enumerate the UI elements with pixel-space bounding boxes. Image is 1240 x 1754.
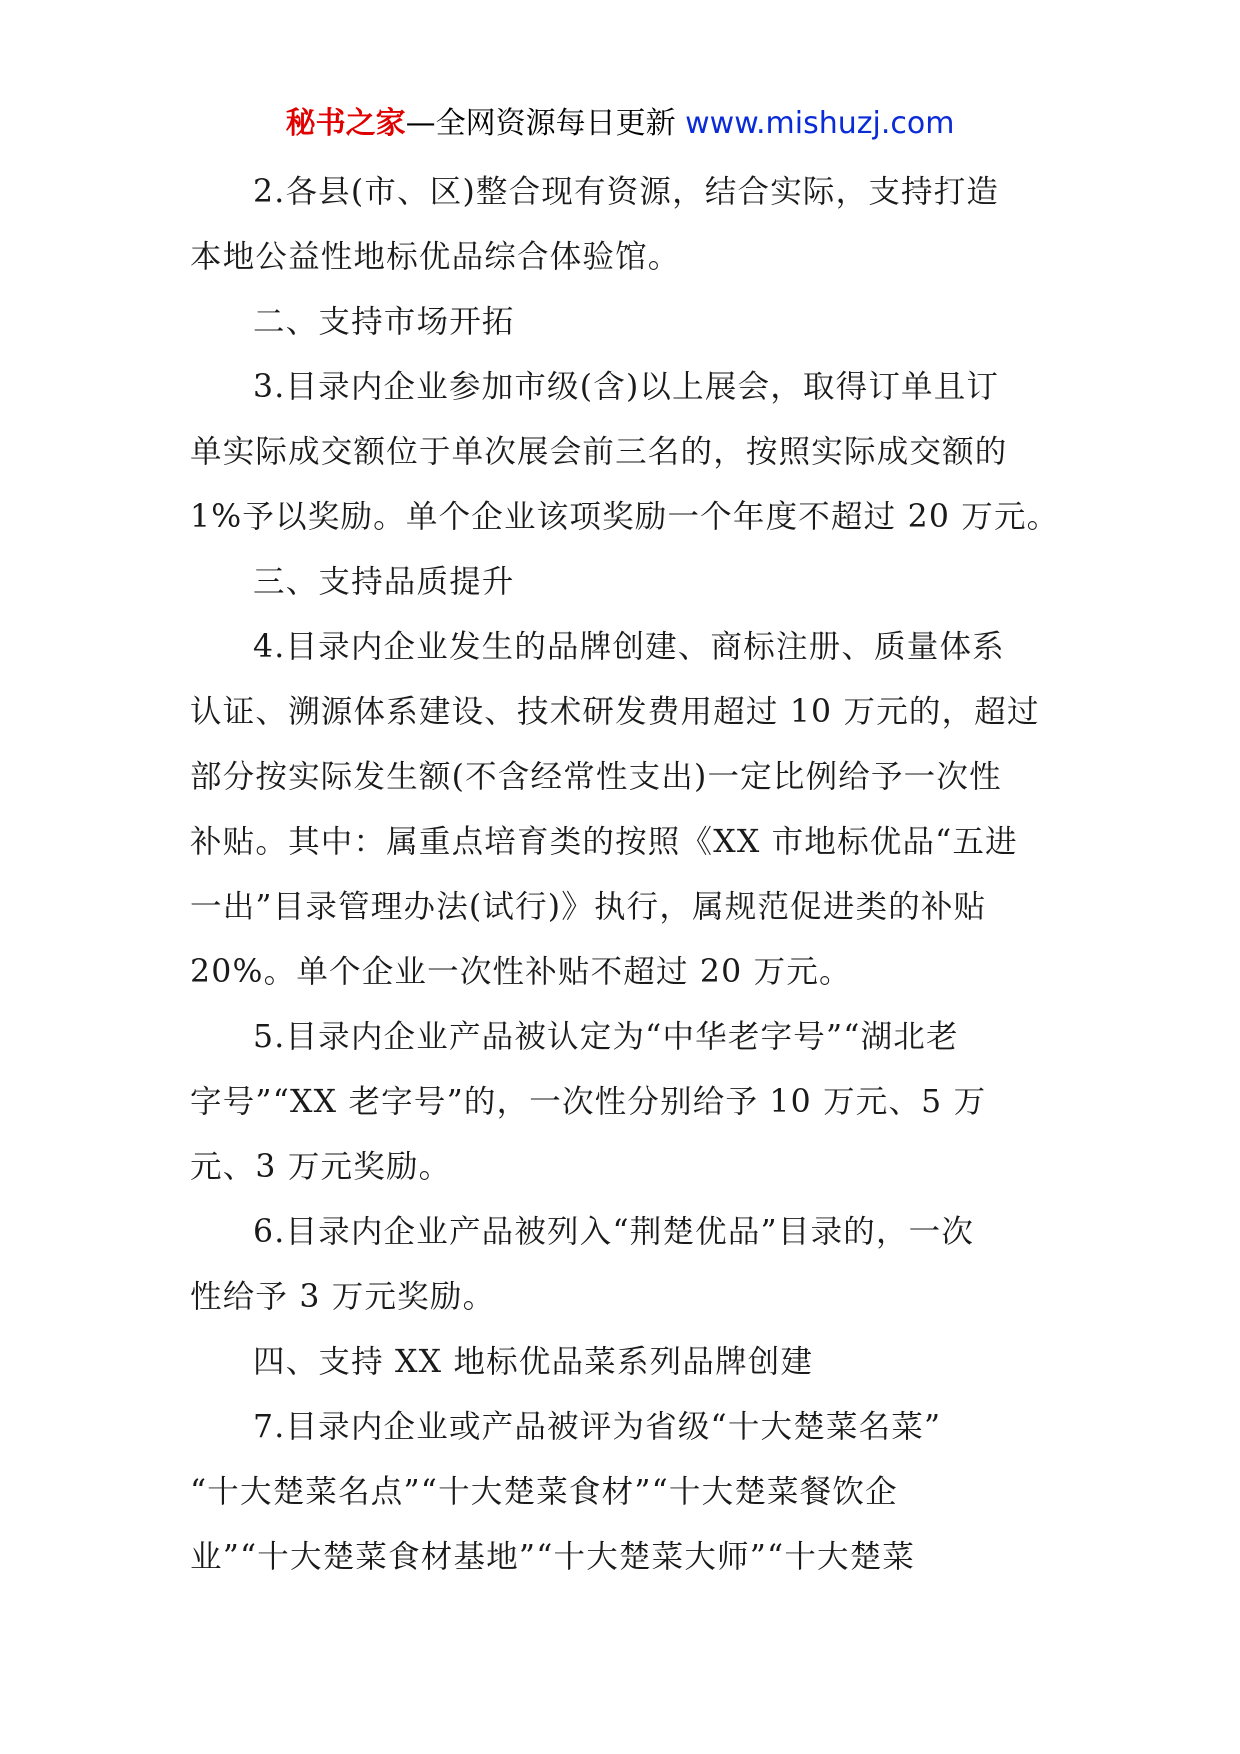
text-line: 6.目录内企业产品被列入“荆楚优品”目录的，一次 [253,1214,975,1250]
site-header [0,104,1240,144]
document-text [190,160,1060,1590]
text-line: 补贴。其中：属重点培育类的按照《XX 市地标优品“五进 [190,824,1018,860]
document-body [190,160,1060,1590]
text-line: 一出”目录管理办法(试行)》执行，属规范促进类的补贴 [190,889,987,925]
section-heading: 三、支持品质提升 [253,564,515,600]
header-tagline: —全网资源每日更新 [405,106,686,141]
text-line: 性给予 3 万元奖励。 [190,1279,496,1315]
text-line: 20%。单个企业一次性补贴不超过 20 万元。 [190,954,852,990]
text-line: 元、3 万元奖励。 [190,1149,452,1185]
text-line: 业”“十大楚菜食材基地”“十大楚菜大师”“十大楚菜 [190,1539,916,1575]
section-heading: 四、支持 XX 地标优品菜系列品牌创建 [253,1344,814,1380]
text-line: 3.目录内企业参加市级(含)以上展会，取得订单且订 [253,369,1000,405]
section-heading: 二、支持市场开拓 [253,304,515,340]
text-line: 部分按实际发生额(不含经常性支出)一定比例给予一次性 [190,759,1002,795]
text-line: 7.目录内企业或产品被评为省级“十大楚菜名菜” [253,1409,942,1445]
brand-name: 秘书之家 [285,106,406,141]
text-line: 单实际成交额位于单次展会前三名的，按照实际成交额的 [190,434,1008,470]
text-line: 认证、溯源体系建设、技术研发费用超过 10 万元的，超过 [190,694,1040,730]
text-line: 2.各县(市、区)整合现有资源，结合实际，支持打造 [253,174,1000,210]
text-line: 本地公益性地标优品综合体验馆。 [190,239,681,275]
text-line: “十大楚菜名点”“十大楚菜食材”“十大楚菜餐饮企 [190,1474,898,1510]
site-url-link[interactable]: www.mishuzj.com [685,106,955,141]
text-line: 5.目录内企业产品被认定为“中华老字号”“湖北老 [253,1019,959,1055]
text-line: 1%予以奖励。单个企业该项奖励一个年度不超过 20 万元。 [190,499,1060,535]
text-line: 字号”“XX 老字号”的，一次性分别给予 10 万元、5 万 [190,1084,987,1120]
text-line: 4.目录内企业发生的品牌创建、商标注册、质量体系 [253,629,1005,665]
